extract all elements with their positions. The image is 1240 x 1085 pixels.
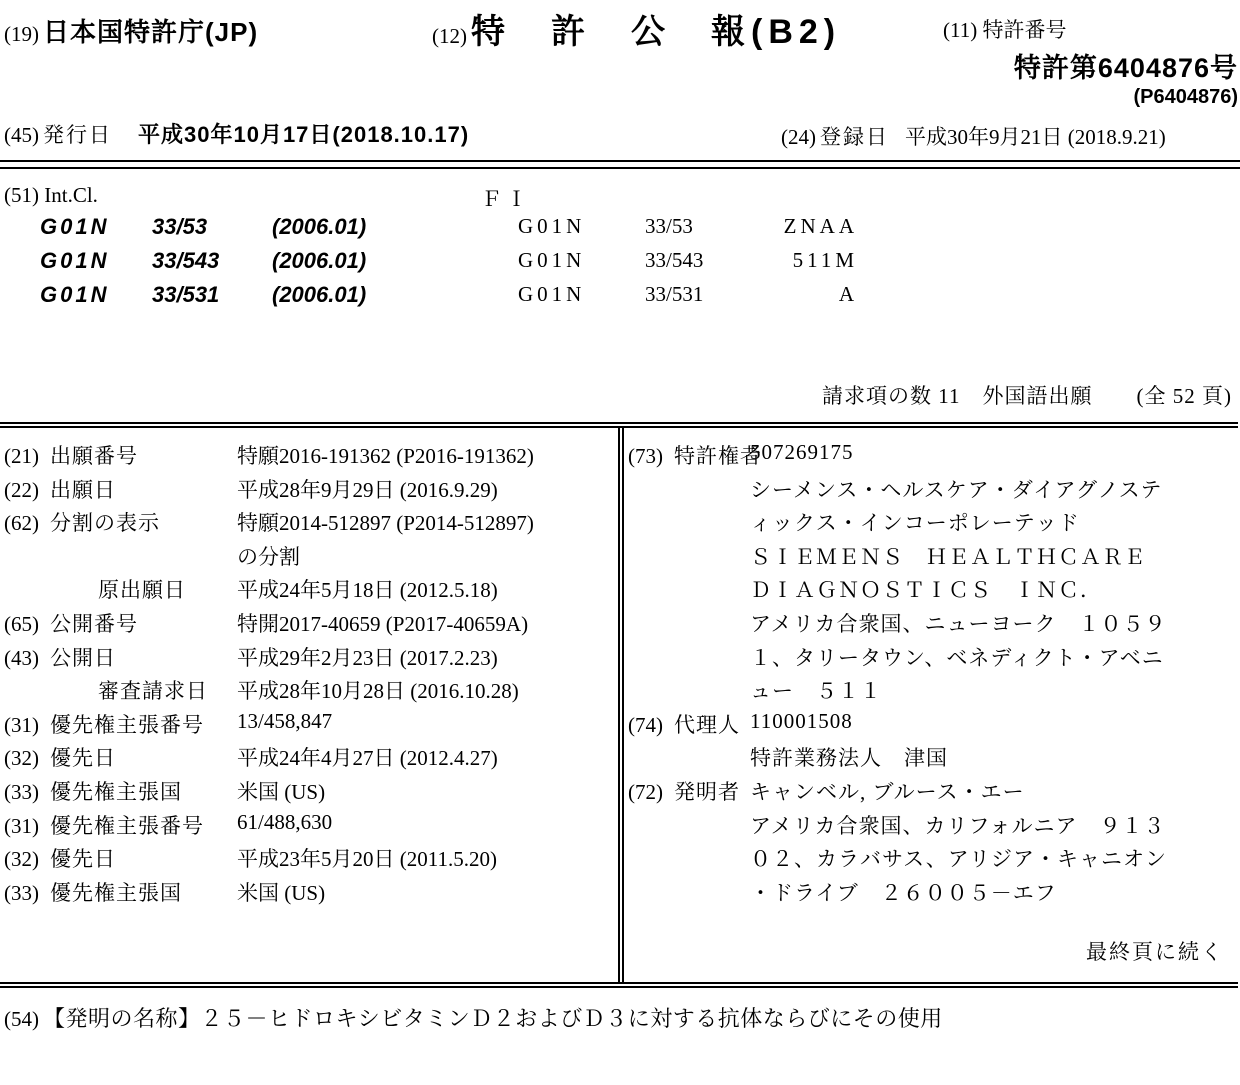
intcl-row	[40, 248, 366, 282]
biblio-row-line	[4, 474, 614, 508]
issue-date: 平成30年10月17日(2018.10.17)	[138, 122, 470, 147]
biblio-left-column	[4, 440, 614, 910]
publishing-office-line	[4, 12, 258, 49]
continued-on-last-page-note: 最終頁に続く	[1086, 940, 1224, 964]
claims-count-line: 請求項の数 11 外国語出願 (全 52 頁)	[822, 384, 1232, 408]
field-label: 優先日	[50, 746, 116, 771]
biblio-row-line	[4, 507, 614, 541]
intcl-ver: (2006.01)	[272, 248, 367, 273]
invention-title-line	[4, 1002, 943, 1033]
field-label: 優先権主張番号	[50, 813, 204, 838]
intcl-ver: (2006.01)	[272, 214, 367, 239]
intcl-code: G01N	[40, 282, 110, 307]
intcl-rows	[40, 214, 366, 316]
field-number: (43)	[4, 645, 39, 670]
field-label: 優先権主張番号	[50, 712, 204, 737]
biblio-row-line	[628, 440, 1234, 474]
fi-code: G01N	[518, 248, 586, 272]
patent-number-label-line	[943, 14, 1066, 44]
field-value: ＤＩＡＧＮＯＳＴＩＣＳ ＩＮＣ．	[750, 578, 1102, 603]
issue-date-line	[4, 118, 469, 149]
field-value: ュー ５１１	[750, 679, 882, 704]
field-value: 平成23年5月20日 (2011.5.20)	[237, 847, 497, 872]
inid-54: (54)	[4, 1007, 39, 1031]
patent-number-paren: (P6404876)	[1133, 86, 1238, 108]
biblio-row-line	[628, 742, 1234, 776]
field-number: (31)	[4, 712, 39, 737]
intcl-code: G01N	[40, 248, 110, 273]
field-number: (32)	[4, 847, 39, 872]
column-divider	[618, 428, 624, 982]
document-kind-title: 特 許 公 報(B2)	[471, 13, 842, 51]
field-value: 110001508	[750, 708, 853, 733]
biblio-row-line	[628, 675, 1234, 709]
biblio-row-line	[4, 709, 614, 743]
field-value: 特願2016-191362 (P2016-191362)	[237, 444, 534, 468]
field-label: 発明者	[674, 779, 740, 804]
invention-title-label: 【発明の名称】	[43, 1006, 201, 1031]
field-value: 61/488,630	[237, 809, 333, 834]
issue-date-label: 発行日	[43, 123, 112, 147]
field-value: アメリカ合衆国、ニューヨーク １０５９	[750, 611, 1167, 636]
header-double-rule	[0, 160, 1240, 169]
intcl-section-label	[4, 183, 98, 208]
field-value: ０２、カラバサス、アリジア・キャニオン	[750, 847, 1167, 872]
intcl-row	[40, 282, 366, 316]
intcl-label: Int.Cl.	[44, 183, 98, 207]
field-label: 優先日	[50, 847, 116, 872]
fi-row	[518, 282, 858, 316]
fi-code: G01N	[518, 282, 586, 306]
biblio-row-line	[628, 810, 1234, 844]
biblio-row-line	[4, 440, 614, 474]
field-number: (21)	[4, 444, 39, 468]
field-value: 平成24年5月18日 (2012.5.18)	[237, 578, 498, 603]
biblio-row-line	[4, 877, 614, 911]
field-value: 特開2017-40659 (P2017-40659A)	[237, 611, 529, 636]
field-label: 審査請求日	[98, 679, 208, 704]
biblio-row-line	[628, 574, 1234, 608]
invention-title: ２５－ヒドロキシビタミンＤ２およびＤ３に対する抗体ならびにその使用	[200, 1006, 943, 1031]
field-value: 平成29年2月23日 (2017.2.23)	[237, 645, 498, 670]
field-value: シーメンス・ヘルスケア・ダイアグノステ	[750, 477, 1163, 502]
inid-12: (12)	[432, 24, 467, 48]
biblio-row-line	[628, 843, 1234, 877]
field-number: (33)	[4, 779, 39, 804]
field-number: (22)	[4, 477, 39, 502]
field-number: (65)	[4, 611, 39, 636]
inid-45: (45)	[4, 123, 39, 147]
field-label: 代理人	[674, 712, 740, 737]
field-value: 平成28年10月28日 (2016.10.28)	[237, 679, 519, 704]
fi-rows	[518, 214, 858, 316]
intcl-ver: (2006.01)	[272, 282, 367, 307]
field-label: 出願番号	[50, 444, 138, 468]
office-name: 日本国特許庁(JP)	[43, 17, 259, 47]
biblio-row-line	[4, 776, 614, 810]
inid-19: (19)	[4, 22, 39, 46]
biblio-row-line	[628, 608, 1234, 642]
field-value: 米国 (US)	[237, 779, 326, 804]
fi-column-label: ＦＩ	[481, 187, 531, 211]
field-number: (72)	[628, 779, 663, 804]
biblio-row-line	[628, 474, 1234, 508]
field-value: ・ドライブ ２６００５－エフ	[750, 880, 1057, 905]
field-label: 原出願日	[98, 578, 186, 603]
fi-num: 33/531	[645, 282, 704, 306]
biblio-row-line	[628, 642, 1234, 676]
fi-sub: 511M	[792, 248, 858, 272]
biblio-row-line	[4, 675, 614, 709]
fi-num: 33/543	[645, 248, 704, 272]
field-label: 優先権主張国	[50, 779, 182, 804]
registration-date-line	[781, 121, 1166, 151]
field-label: 出願日	[50, 477, 116, 502]
fi-code: G01N	[518, 214, 586, 238]
field-number: (74)	[628, 712, 663, 737]
biblio-row-line	[4, 742, 614, 776]
field-value: 平成24年4月27日 (2012.4.27)	[237, 746, 498, 771]
field-label: 特許権者	[674, 444, 762, 468]
field-value: 特願2014-512897 (P2014-512897)	[237, 511, 534, 536]
inid-51: (51)	[4, 183, 39, 207]
field-value: キャンベル, ブルース・エー	[750, 779, 1025, 804]
biblio-row-line	[4, 843, 614, 877]
biblio-row-line	[628, 877, 1234, 911]
field-value: 米国 (US)	[237, 880, 326, 905]
intcl-num: 33/543	[152, 248, 220, 273]
biblio-row-line	[4, 642, 614, 676]
field-label: 公開番号	[50, 611, 138, 636]
field-number: (33)	[4, 880, 39, 905]
intcl-code: G01N	[40, 214, 110, 239]
field-label: 分割の表示	[50, 511, 160, 536]
inid-24: (24)	[781, 125, 816, 149]
registration-date-label: 登録日	[820, 125, 889, 149]
biblio-row-line	[628, 541, 1234, 575]
field-value: 507269175	[750, 440, 854, 464]
intcl-num: 33/53	[152, 214, 208, 239]
fi-sub: A	[838, 282, 858, 306]
document-kind-line	[432, 4, 841, 53]
field-value: アメリカ合衆国、カリフォルニア ９１３	[750, 813, 1166, 838]
field-number: (32)	[4, 746, 39, 771]
field-value: １、タリータウン、ベネディクト・アベニ	[750, 645, 1164, 670]
fi-sub: ZNAA	[783, 214, 858, 238]
biblio-right-column	[628, 440, 1234, 910]
biblio-row-line	[4, 608, 614, 642]
bibliographic-table	[0, 422, 1238, 988]
fi-num: 33/53	[645, 214, 693, 238]
biblio-row-line	[628, 507, 1234, 541]
field-value: 特許業務法人 津国	[750, 746, 948, 771]
inid-11: (11)	[943, 18, 978, 42]
field-value: ィックス・インコーポレーテッド	[750, 511, 1080, 536]
field-value: の分割	[237, 544, 300, 569]
fi-row	[518, 248, 858, 282]
field-label: 公開日	[50, 645, 116, 670]
biblio-row-line	[4, 541, 614, 575]
intcl-row	[40, 214, 366, 248]
field-label: 優先権主張国	[50, 880, 182, 905]
registration-date: 平成30年9月21日 (2018.9.21)	[905, 125, 1166, 149]
field-number: (31)	[4, 813, 39, 838]
patent-number: 特許第6404876号	[1013, 53, 1238, 83]
biblio-row-line	[4, 574, 614, 608]
biblio-row-line	[4, 810, 614, 844]
fi-row	[518, 214, 858, 248]
field-value: 13/458,847	[237, 708, 333, 733]
patent-number-label: 特許番号	[982, 18, 1067, 42]
biblio-row-line	[628, 709, 1234, 743]
field-number: (62)	[4, 511, 39, 536]
field-value: ＳＩＥＭＥＮＳ ＨＥＡＬＴＨＣＡＲＥ	[750, 544, 1146, 569]
field-value: 平成28年9月29日 (2016.9.29)	[237, 477, 498, 502]
biblio-row-line	[628, 776, 1234, 810]
field-number: (73)	[628, 444, 663, 468]
intcl-num: 33/531	[152, 282, 220, 307]
